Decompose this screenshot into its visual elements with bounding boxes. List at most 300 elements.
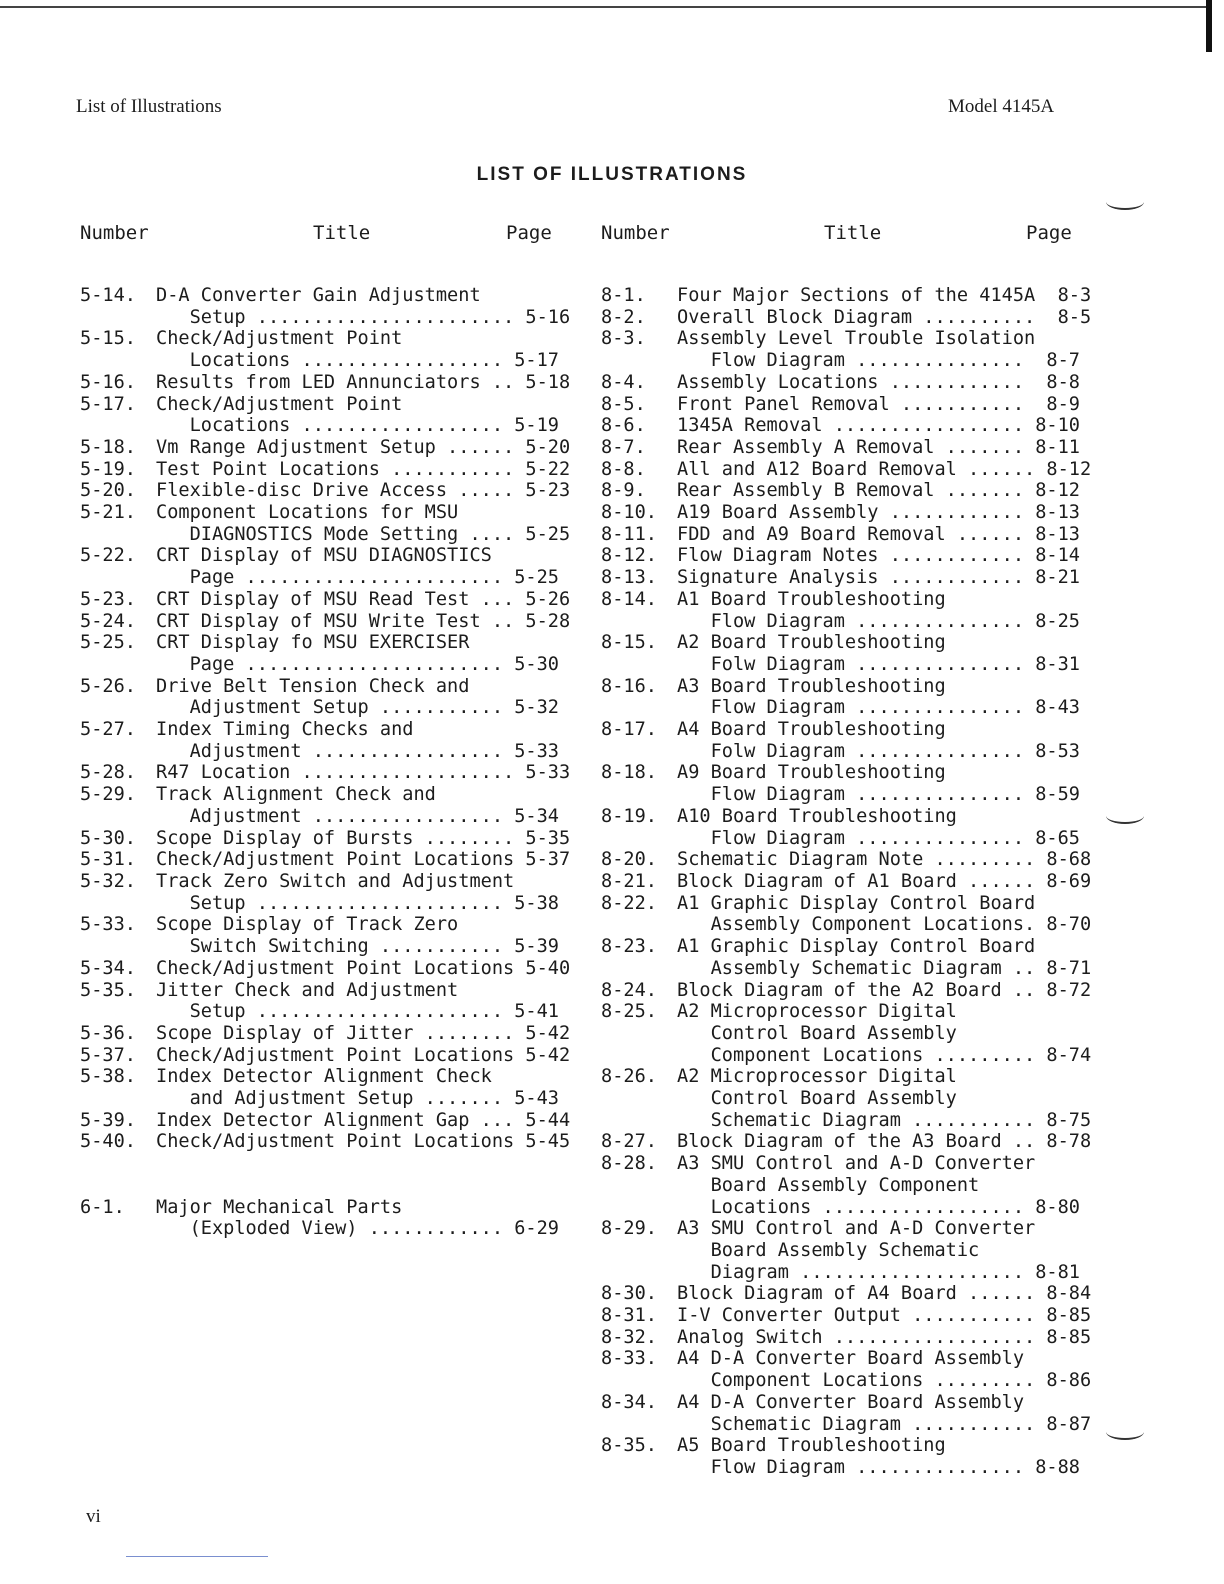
figure-number bbox=[80, 806, 156, 828]
figure-title: D-A Converter Gain Adjustment bbox=[156, 285, 481, 306]
figure-title: A1 Graphic Display Control Board bbox=[677, 936, 1036, 958]
illustration-entry-line bbox=[601, 1131, 1092, 1153]
illustration-entry-line bbox=[80, 371, 571, 394]
figure-number bbox=[601, 1045, 677, 1067]
illustration-entry-line bbox=[80, 350, 559, 372]
illustration-entry-line bbox=[601, 372, 1079, 394]
margin-mark bbox=[1106, 1424, 1144, 1440]
illustration-entry-line bbox=[601, 1109, 1092, 1132]
illustration-entry-line bbox=[80, 1175, 555, 1197]
illustration-entry-line bbox=[80, 936, 559, 958]
illustration-entry-line bbox=[80, 849, 571, 871]
illustration-entry-line bbox=[80, 892, 559, 915]
figure-number bbox=[601, 784, 677, 806]
figure-number: 8-16. bbox=[601, 675, 657, 697]
figure-number bbox=[601, 1110, 677, 1132]
figure-number: 5-16. bbox=[80, 371, 136, 393]
figure-number: 5-26. bbox=[80, 675, 136, 697]
figure-title: Assembly Level Trouble Isolation bbox=[677, 328, 1036, 350]
illustration-entry-line bbox=[601, 784, 1079, 806]
illustration-entry-line bbox=[80, 1088, 559, 1110]
illustration-entry-line bbox=[80, 415, 559, 437]
figure-number: 5-17. bbox=[80, 393, 136, 415]
figure-title: Block Diagram of A4 Board ...... 8-84 bbox=[677, 1283, 1092, 1305]
figure-title: Rear Assembly B Removal ....... 8-12 bbox=[677, 480, 1080, 502]
figure-title: Rear Assembly A Removal ....... 8-11 bbox=[677, 436, 1080, 458]
illustration-entry-line bbox=[80, 653, 559, 676]
figure-number: 8-7. bbox=[601, 436, 646, 458]
figure-title: Board Assembly Schematic bbox=[677, 1239, 980, 1261]
figure-title: A3 Board Troubleshooting bbox=[677, 675, 946, 697]
figure-number: 8-35. bbox=[601, 1435, 657, 1457]
figure-title: A1 Board Troubleshooting bbox=[677, 588, 946, 610]
illustration-entry-line bbox=[601, 1218, 1079, 1240]
figure-number bbox=[601, 697, 677, 719]
illustration-entry-line bbox=[601, 394, 1079, 416]
figure-number: 8-34. bbox=[601, 1391, 657, 1413]
right-number-heading: Number bbox=[601, 222, 670, 244]
figure-number: 8-20. bbox=[601, 849, 657, 871]
figure-number bbox=[80, 524, 156, 546]
illustration-entry-line bbox=[80, 740, 559, 763]
illustration-entry-line bbox=[601, 1153, 1079, 1175]
figure-title: 1345A Removal ................. 8-10 bbox=[677, 415, 1080, 437]
figure-title: Flow Diagram ............... 8-59 bbox=[677, 784, 1080, 806]
left-illustration-list bbox=[80, 285, 571, 1240]
figure-title: Adjustment ................. 5-34 bbox=[156, 805, 559, 827]
figure-title: Block Diagram of the A2 Board .. 8-72 bbox=[677, 979, 1092, 1001]
figure-title: Index Detector Alignment Gap ... 5-44 bbox=[156, 1109, 571, 1131]
figure-title: Scope Display of Jitter ........ 5-42 bbox=[156, 1022, 571, 1044]
figure-number: 8-26. bbox=[601, 1066, 657, 1088]
figure-title: Page ....................... 5-30 bbox=[156, 653, 559, 675]
figure-number bbox=[601, 914, 677, 936]
illustration-entry-line bbox=[80, 762, 571, 784]
figure-title: All and A12 Board Removal ...... 8-12 bbox=[677, 458, 1092, 480]
figure-number bbox=[601, 1023, 677, 1045]
figure-title: Index Timing Checks and bbox=[156, 719, 414, 741]
figure-title: Adjustment ................. 5-33 bbox=[156, 740, 559, 762]
figure-number: 8-28. bbox=[601, 1153, 657, 1175]
illustration-entry-line bbox=[601, 437, 1079, 459]
figure-title: A19 Board Assembly ............ 8-13 bbox=[677, 502, 1080, 524]
figure-title: Diagram .................... 8-81 bbox=[677, 1261, 1080, 1283]
figure-number: 6-1. bbox=[80, 1196, 125, 1218]
figure-title: Results from LED Annunciators .. 5-18 bbox=[156, 371, 571, 393]
figure-number: 5-15. bbox=[80, 328, 136, 350]
figure-number: 5-25. bbox=[80, 632, 136, 654]
figure-title: R47 Location ................... 5-33 bbox=[156, 762, 571, 784]
figure-title: Folw Diagram ............... 8-31 bbox=[677, 653, 1080, 675]
figure-number: 5-36. bbox=[80, 1022, 136, 1044]
figure-number: 8-12. bbox=[601, 545, 657, 567]
right-title-heading: Title bbox=[824, 222, 882, 244]
figure-number: 5-31. bbox=[80, 849, 136, 871]
binding-edge-mark bbox=[1206, 0, 1212, 52]
figure-title: Assembly Component Locations. 8-70 bbox=[677, 914, 1092, 936]
figure-number: 8-2. bbox=[601, 306, 646, 328]
illustration-entry-line bbox=[601, 415, 1079, 437]
figure-title: Assembly Schematic Diagram .. 8-71 bbox=[677, 957, 1092, 979]
figure-title bbox=[156, 1153, 167, 1175]
figure-title: CRT Display fo MSU EXERCISER bbox=[156, 632, 470, 654]
illustration-entry-line bbox=[80, 610, 571, 633]
figure-number: 8-1. bbox=[601, 285, 646, 306]
figure-title: Flow Diagram ............... 8-25 bbox=[677, 610, 1080, 632]
figure-title: Check/Adjustment Point Locations 5-37 bbox=[156, 849, 571, 871]
illustration-entry-line bbox=[80, 328, 555, 350]
figure-title: Major Mechanical Parts bbox=[156, 1196, 403, 1218]
figure-title: Scope Display of Track Zero bbox=[156, 914, 459, 936]
illustration-entry-line bbox=[80, 980, 555, 1002]
illustration-entry-line bbox=[80, 1022, 571, 1045]
illustration-entry-line bbox=[601, 914, 1092, 936]
figure-number: 5-33. bbox=[80, 914, 136, 936]
figure-title: Block Diagram of A1 Board ...... 8-69 bbox=[677, 870, 1092, 892]
illustration-entry-line bbox=[601, 567, 1079, 589]
illustration-entry-line bbox=[601, 1326, 1092, 1349]
illustration-entry-line bbox=[601, 502, 1079, 524]
figure-number: 8-33. bbox=[601, 1348, 657, 1370]
illustration-entry-line bbox=[80, 285, 555, 307]
figure-title: Index Detector Alignment Check bbox=[156, 1066, 492, 1088]
illustration-entry-line bbox=[80, 1044, 571, 1067]
figure-number bbox=[601, 1240, 677, 1262]
figure-number: 5-27. bbox=[80, 719, 136, 741]
illustration-entry-line bbox=[601, 1283, 1092, 1305]
figure-number: 8-19. bbox=[601, 805, 657, 827]
figure-title: Schematic Diagram ........... 8-87 bbox=[677, 1413, 1092, 1435]
figure-number: 8-24. bbox=[601, 979, 657, 1001]
right-illustration-list bbox=[601, 285, 1092, 1479]
figure-title: A4 Board Troubleshooting bbox=[677, 719, 946, 741]
illustration-entry-line bbox=[80, 1001, 559, 1023]
figure-title: Component Locations for MSU bbox=[156, 502, 459, 524]
figure-number: 5-32. bbox=[80, 870, 136, 892]
figure-title: Analog Switch .................. 8-85 bbox=[677, 1326, 1092, 1348]
figure-number: 5-19. bbox=[80, 458, 136, 480]
illustration-entry-line bbox=[80, 458, 571, 481]
figure-number bbox=[80, 1175, 156, 1197]
illustration-entry-line bbox=[601, 1305, 1092, 1327]
figure-title: Check/Adjustment Point Locations 5-40 bbox=[156, 957, 571, 979]
figure-number bbox=[601, 828, 677, 850]
figure-number bbox=[80, 1153, 156, 1175]
figure-title bbox=[156, 1175, 167, 1197]
figure-title: Locations .................. 5-17 bbox=[156, 350, 559, 372]
figure-title: DIAGNOSTICS Mode Setting .... 5-25 bbox=[156, 523, 571, 545]
illustration-entry-line bbox=[601, 1175, 1079, 1197]
figure-number: 5-29. bbox=[80, 784, 136, 806]
illustration-entry-line bbox=[80, 1153, 555, 1175]
figure-number bbox=[80, 307, 156, 329]
figure-number: 5-14. bbox=[80, 285, 136, 306]
figure-title: Schematic Diagram ........... 8-75 bbox=[677, 1109, 1092, 1131]
figure-number: 8-30. bbox=[601, 1283, 657, 1305]
figure-title: Front Panel Removal ........... 8-9 bbox=[677, 393, 1080, 415]
illustration-entry-line bbox=[601, 806, 1079, 828]
figure-title: Switch Switching ........... 5-39 bbox=[156, 936, 559, 958]
figure-title: Folw Diagram ............... 8-53 bbox=[677, 740, 1080, 762]
figure-number: 8-32. bbox=[601, 1326, 657, 1348]
figure-number: 8-8. bbox=[601, 458, 646, 480]
illustration-entry-line bbox=[80, 914, 555, 936]
illustration-entry-line bbox=[601, 828, 1079, 850]
illustration-entry-line bbox=[80, 827, 571, 850]
illustration-entry-line bbox=[601, 1240, 1079, 1262]
figure-title: (Exploded View) ............ 6-29 bbox=[156, 1218, 559, 1240]
figure-number: 5-23. bbox=[80, 588, 136, 610]
illustration-entry-line bbox=[601, 654, 1079, 676]
illustration-entry-line bbox=[80, 523, 571, 546]
figure-title: Track Alignment Check and bbox=[156, 784, 436, 806]
illustration-entry-line bbox=[80, 1066, 555, 1088]
right-page-heading: Page bbox=[1026, 222, 1072, 244]
figure-number: 8-5. bbox=[601, 393, 646, 415]
figure-number: 5-28. bbox=[80, 762, 136, 784]
figure-number: 8-15. bbox=[601, 632, 657, 654]
illustration-entry-line bbox=[601, 524, 1079, 546]
figure-number bbox=[601, 741, 677, 763]
figure-title: FDD and A9 Board Removal ...... 8-13 bbox=[677, 523, 1080, 545]
illustration-entry-line bbox=[601, 741, 1079, 763]
illustration-entry-line bbox=[601, 1044, 1092, 1067]
figure-number: 5-37. bbox=[80, 1044, 136, 1066]
figure-title: Control Board Assembly bbox=[677, 1088, 957, 1110]
figure-number bbox=[601, 1262, 677, 1284]
figure-number: 5-40. bbox=[80, 1131, 136, 1153]
illustration-entry-line bbox=[80, 1131, 571, 1153]
illustration-entry-line bbox=[601, 1197, 1079, 1219]
figure-number: 5-21. bbox=[80, 502, 136, 524]
figure-title: A3 SMU Control and A-D Converter bbox=[677, 1218, 1036, 1240]
figure-number: 5-30. bbox=[80, 827, 136, 849]
illustration-entry-line bbox=[80, 436, 571, 459]
figure-number bbox=[80, 654, 156, 676]
figure-number bbox=[80, 1088, 156, 1110]
figure-number: 8-21. bbox=[601, 870, 657, 892]
margin-mark bbox=[1106, 808, 1144, 824]
figure-title: Flow Diagram ............... 8-43 bbox=[677, 697, 1080, 719]
illustration-entry-line bbox=[601, 1435, 1079, 1457]
figure-title: Locations .................. 8-80 bbox=[677, 1196, 1080, 1218]
figure-title: CRT Display of MSU DIAGNOSTICS bbox=[156, 545, 492, 567]
illustration-entry-line bbox=[80, 545, 555, 567]
running-header-right: Model 4145A bbox=[948, 96, 1055, 117]
figure-number bbox=[80, 893, 156, 915]
illustration-entry-line bbox=[80, 1109, 571, 1132]
illustration-entry-line bbox=[601, 676, 1079, 698]
left-number-heading: Number bbox=[80, 222, 149, 244]
illustration-entry-line bbox=[601, 957, 1092, 980]
illustration-entry-line bbox=[601, 350, 1079, 372]
figure-title: Overall Block Diagram .......... 8-5 bbox=[677, 306, 1092, 328]
illustration-entry-line bbox=[601, 589, 1079, 611]
figure-number: 5-24. bbox=[80, 610, 136, 632]
figure-title: A3 SMU Control and A-D Converter bbox=[677, 1153, 1036, 1175]
figure-title: Setup ...................... 5-38 bbox=[156, 892, 559, 914]
illustration-entry-line bbox=[80, 632, 555, 654]
illustration-entry-line bbox=[601, 1348, 1079, 1370]
illustration-entry-line bbox=[601, 893, 1079, 915]
page-number: vi bbox=[86, 1506, 101, 1527]
figure-title: Check/Adjustment Point Locations 5-45 bbox=[156, 1131, 571, 1153]
figure-title: Setup ...................... 5-41 bbox=[156, 1001, 559, 1023]
figure-title: Check/Adjustment Point bbox=[156, 393, 403, 415]
illustration-entry-line bbox=[601, 697, 1079, 719]
figure-title: Flexible-disc Drive Access ..... 5-23 bbox=[156, 480, 571, 502]
illustration-entry-line bbox=[601, 1023, 1079, 1045]
figure-title: Control Board Assembly bbox=[677, 1022, 957, 1044]
figure-number bbox=[601, 1414, 677, 1436]
figure-number: 8-9. bbox=[601, 480, 646, 502]
illustration-entry-line bbox=[80, 676, 555, 698]
figure-number bbox=[601, 654, 677, 676]
figure-number bbox=[80, 1218, 156, 1240]
figure-number: 8-23. bbox=[601, 936, 657, 958]
figure-number: 8-27. bbox=[601, 1131, 657, 1153]
illustration-entry-line bbox=[80, 1197, 555, 1219]
figure-number: 8-17. bbox=[601, 719, 657, 741]
figure-number bbox=[80, 350, 156, 372]
figure-title: Locations .................. 5-19 bbox=[156, 415, 559, 437]
illustration-entry-line bbox=[601, 719, 1079, 741]
figure-title: Block Diagram of the A3 Board .. 8-78 bbox=[677, 1131, 1092, 1153]
figure-title: Component Locations ......... 8-74 bbox=[677, 1044, 1092, 1066]
illustration-entry-line bbox=[80, 1218, 559, 1240]
running-header-left: List of Illustrations bbox=[76, 96, 222, 117]
figure-number bbox=[601, 958, 677, 980]
figure-number: 5-34. bbox=[80, 957, 136, 979]
illustration-entry-line bbox=[80, 588, 571, 611]
figure-number bbox=[601, 611, 677, 633]
illustration-entry-line bbox=[601, 1262, 1079, 1284]
figure-number bbox=[601, 1197, 677, 1219]
figure-title: Drive Belt Tension Check and bbox=[156, 675, 470, 697]
illustration-entry-line bbox=[80, 871, 555, 893]
illustration-entry-line bbox=[601, 1088, 1079, 1110]
figure-number bbox=[80, 741, 156, 763]
figure-title: Flow Diagram ............... 8-88 bbox=[677, 1456, 1080, 1478]
illustration-entry-line bbox=[601, 1001, 1079, 1023]
figure-number: 8-13. bbox=[601, 567, 657, 589]
figure-number bbox=[601, 1457, 677, 1479]
illustration-entry-line bbox=[601, 870, 1092, 893]
figure-title: A2 Microprocessor Digital bbox=[677, 1066, 957, 1088]
figure-title: Flow Diagram Notes ............ 8-14 bbox=[677, 545, 1080, 567]
page-title: LIST OF ILLUSTRATIONS bbox=[476, 164, 748, 185]
figure-title: I-V Converter Output ........... 8-85 bbox=[677, 1305, 1092, 1327]
figure-number: 5-22. bbox=[80, 545, 136, 567]
figure-number: 8-18. bbox=[601, 762, 657, 784]
figure-title: Vm Range Adjustment Setup ...... 5-20 bbox=[156, 436, 571, 458]
illustration-entry-line bbox=[80, 480, 571, 502]
left-title-heading: Title bbox=[313, 222, 371, 244]
illustration-entry-line bbox=[601, 545, 1079, 567]
illustration-entry-line bbox=[601, 306, 1092, 329]
figure-title: Flow Diagram ............... 8-7 bbox=[677, 350, 1080, 372]
figure-title: Signature Analysis ............ 8-21 bbox=[677, 567, 1080, 589]
left-page-heading: Page bbox=[506, 222, 552, 244]
illustration-entry-line bbox=[80, 306, 571, 329]
figure-title: Four Major Sections of the 4145A 8-3 bbox=[677, 285, 1092, 306]
figure-number bbox=[80, 415, 156, 437]
figure-number: 5-39. bbox=[80, 1109, 136, 1131]
figure-number: 8-11. bbox=[601, 523, 657, 545]
illustration-entry-line bbox=[601, 762, 1079, 784]
figure-number: 8-10. bbox=[601, 502, 657, 524]
illustration-entry-line bbox=[601, 285, 1092, 307]
figure-number bbox=[601, 1088, 677, 1110]
figure-number: 8-25. bbox=[601, 1001, 657, 1023]
illustration-entry-line bbox=[80, 394, 555, 416]
figure-number: 8-29. bbox=[601, 1218, 657, 1240]
figure-title: Jitter Check and Adjustment bbox=[156, 979, 459, 1001]
figure-number bbox=[601, 1370, 677, 1392]
illustration-entry-line bbox=[601, 936, 1079, 958]
figure-number: 8-3. bbox=[601, 328, 646, 350]
figure-number bbox=[80, 567, 156, 589]
figure-number: 5-18. bbox=[80, 436, 136, 458]
figure-title: Track Zero Switch and Adjustment bbox=[156, 870, 515, 892]
figure-title: Scope Display of Bursts ........ 5-35 bbox=[156, 827, 571, 849]
figure-title: Board Assembly Component bbox=[677, 1174, 980, 1196]
figure-title: A5 Board Troubleshooting bbox=[677, 1435, 946, 1457]
illustration-entry-line bbox=[601, 849, 1092, 871]
illustration-entry-line bbox=[601, 1457, 1079, 1479]
figure-title: Assembly Locations ............ 8-8 bbox=[677, 371, 1080, 393]
figure-title: Schematic Diagram Note ......... 8-68 bbox=[677, 849, 1092, 871]
illustration-entry-line bbox=[80, 784, 555, 806]
figure-title: Check/Adjustment Point bbox=[156, 328, 403, 350]
figure-number: 5-38. bbox=[80, 1066, 136, 1088]
illustration-entry-line bbox=[80, 697, 559, 719]
figure-title: A4 D-A Converter Board Assembly bbox=[677, 1391, 1025, 1413]
figure-title: CRT Display of MSU Write Test .. 5-28 bbox=[156, 610, 571, 632]
illustration-entry-line bbox=[80, 957, 571, 980]
figure-number: 8-14. bbox=[601, 588, 657, 610]
figure-title: Flow Diagram ............... 8-65 bbox=[677, 827, 1080, 849]
bottom-rule bbox=[126, 1556, 268, 1557]
illustration-entry-line bbox=[601, 458, 1092, 481]
illustration-entry-line bbox=[601, 328, 1079, 350]
illustration-entry-line bbox=[601, 1413, 1092, 1436]
illustration-entry-line bbox=[601, 611, 1079, 633]
figure-title: A9 Board Troubleshooting bbox=[677, 762, 946, 784]
figure-title: A4 D-A Converter Board Assembly bbox=[677, 1348, 1025, 1370]
figure-title: A2 Microprocessor Digital bbox=[677, 1001, 957, 1023]
illustration-entry-line bbox=[601, 480, 1079, 502]
figure-number: 8-6. bbox=[601, 415, 646, 437]
figure-number bbox=[601, 350, 677, 372]
figure-title: Page ....................... 5-25 bbox=[156, 567, 559, 589]
illustration-entry-line bbox=[601, 632, 1079, 654]
margin-mark bbox=[1106, 194, 1144, 210]
illustration-entry-line bbox=[601, 1370, 1092, 1392]
illustration-entry-line bbox=[80, 502, 555, 524]
figure-number bbox=[80, 936, 156, 958]
figure-title: Adjustment Setup ........... 5-32 bbox=[156, 697, 559, 719]
illustration-entry-line bbox=[80, 567, 559, 589]
figure-number: 8-31. bbox=[601, 1305, 657, 1327]
figure-title: Component Locations ......... 8-86 bbox=[677, 1370, 1092, 1392]
illustration-entry-line bbox=[601, 1066, 1079, 1088]
figure-title: CRT Display of MSU Read Test ... 5-26 bbox=[156, 588, 571, 610]
figure-title: Check/Adjustment Point Locations 5-42 bbox=[156, 1044, 571, 1066]
illustration-entry-line bbox=[80, 719, 555, 741]
figure-number bbox=[80, 1001, 156, 1023]
figure-number bbox=[601, 1175, 677, 1197]
